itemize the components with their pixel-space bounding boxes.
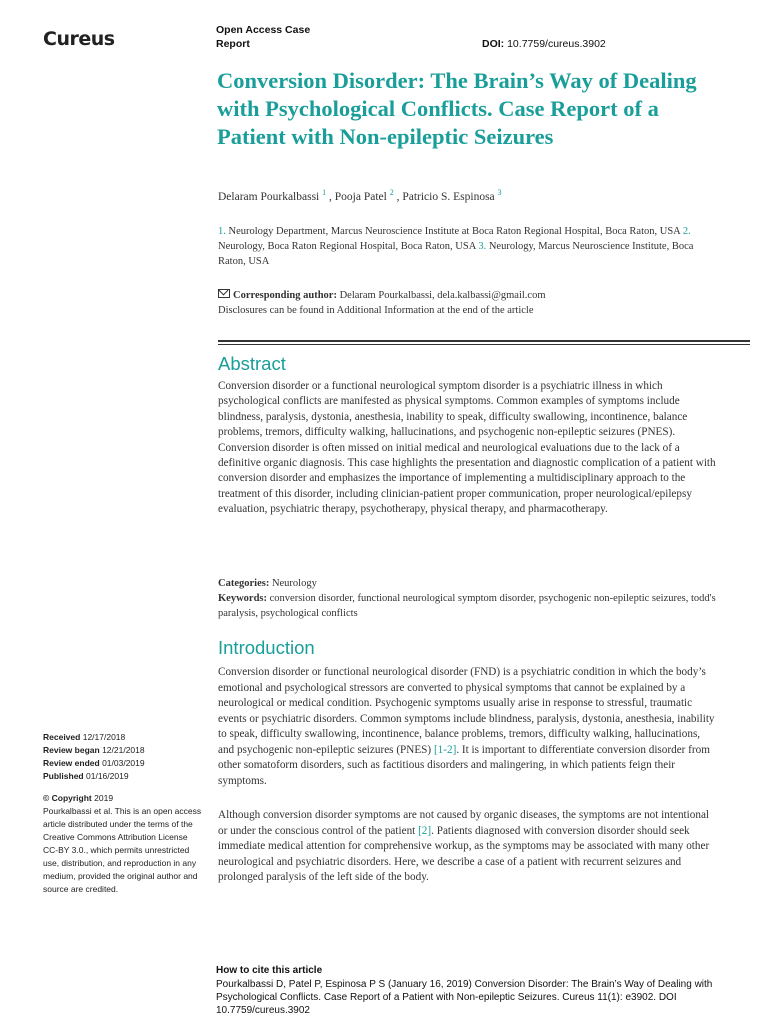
introduction-heading: Introduction: [218, 637, 315, 658]
categories-line: [218, 576, 718, 591]
paragraph-text: . Patients diagnosed with conversion disorder should seek immediate medical attention for comprehensive workup, as the symptoms may be associated with many other neurological and psychiatric disorders. Here, we describe a case of a patient with recurrent seizures and prolonged paralysis of the left side of the body.: [218, 824, 710, 883]
section-divider: [218, 340, 750, 342]
author-affiliation-sup[interactable]: 1: [322, 188, 327, 197]
affiliation-text: Neurology, Boca Raton Regional Hospital, Boca Raton, USA: [218, 241, 476, 252]
article-type-line2: Report: [216, 38, 250, 50]
author-name[interactable]: Pooja Patel: [334, 190, 387, 203]
publication-dates: [43, 731, 203, 783]
paragraph-text: Conversion disorder or functional neurological disorder (FND) is a psychiatric condition in which the body’s emotional and psychological stressors are converted to physical symptoms that cannot be explained by a neurological or medical condition. Psychogenic symptoms usually arise in response to stressful, traumatic events or psychiatric disorders. Common symptoms include blindness, paralysis, dystonia, anesthesia, inability to speak, difficulty swallowing, incontinence, balance problems, tremors, difficulty walking, hallucinations, and psychogenic non-epileptic seizures (PNES): [218, 666, 715, 756]
date-value: 01/16/2019: [86, 771, 129, 781]
cureus-logo[interactable]: Cureus: [43, 28, 115, 50]
categories-value[interactable]: Neurology: [271, 578, 317, 589]
keywords-label: Keywords:: [218, 593, 267, 604]
how-to-cite-text: Pourkalbassi D, Patel P, Espinosa P S (January 16, 2019) Conversion Disorder: The Brain’s Way of Dealing with Psychological Conflicts. Case Report of a Patient with Non-epileptic Seizures. Cureus 11(1): e3902. DOI 10.7759/cureus.3902: [216, 979, 713, 1016]
affiliation-number: 2.: [682, 226, 691, 237]
doi: [482, 38, 606, 50]
date-row: [43, 731, 203, 744]
abstract-text: Conversion disorder or a functional neurological symptom disorder is a psychiatric illness in which psychological conflicts are manifested as physical symptoms. Common examples of symptoms include blindness, paralysis, dystonia, anesthesia, inability to speak, difficulty swallowing, incontinence, balance problems, tremors, difficulty walking, hallucinations, and psychogenic non-epileptic seizures (PNES). Conversion disorder is often missed on initial medical and neurological evaluations due to the lack of a definitive organic diagnosis. This case highlights the presentation and diagnostic complication of a patient with conversion disorder and emphasizes the importance of implementing a multidisciplinary approach to the treatment of this disorder, including clinician-patient proper communication, proper neurological/epilepsy evaluation, psychiatric therapy, psychotherapy, physical therapy, and pharmacotherapy.: [218, 380, 716, 516]
date-value: 01/03/2019: [102, 758, 145, 768]
date-row: [43, 770, 203, 783]
date-label: Published: [43, 771, 84, 781]
envelope-icon: [218, 289, 230, 298]
how-to-cite-heading: How to cite this article: [216, 965, 323, 976]
citation-link[interactable]: [1-2]: [433, 743, 457, 756]
article-type-line1: Open Access Case: [216, 24, 311, 36]
author-name[interactable]: Patricio S. Espinosa: [402, 190, 495, 203]
copyright-block: [43, 792, 203, 896]
copyright-label: © Copyright: [43, 793, 92, 803]
date-label: Received: [43, 732, 81, 742]
keywords-value: conversion disorder, functional neurological symptom disorder, psychogenic non-epileptic seizures, todd's paralysis, psychological conflicts: [218, 593, 716, 619]
article-type: [216, 23, 346, 51]
author-name[interactable]: Delaram Pourkalbassi: [218, 190, 320, 203]
corresponding-author-value[interactable]: Delaram Pourkalbassi, dela.kalbassi@gmail.com: [339, 290, 546, 301]
date-row: [43, 757, 203, 770]
introduction-paragraph: [218, 808, 718, 886]
author-affiliation-sup[interactable]: 3: [497, 188, 502, 197]
keywords-line: [218, 591, 718, 621]
date-row: [43, 744, 203, 757]
affiliation-text: Neurology, Marcus Neuroscience Institute, Boca Raton, USA: [218, 241, 694, 267]
citation-link[interactable]: [2]: [418, 824, 432, 837]
doi-link[interactable]: 10.7759/cureus.3902: [507, 38, 606, 50]
affiliation-number: 3.: [478, 241, 487, 252]
paragraph-text: . It is important to differentiate conversion disorder from other somatoform disorders, such as factitious disorders and malingering, in which patients feign their symptoms.: [218, 743, 710, 787]
abstract-heading: Abstract: [218, 353, 286, 374]
article-title: Conversion Disorder: The Brain’s Way of Dealing with Psychological Conflicts. Case Report of a Patient with Non-epileptic Seizures: [217, 68, 697, 149]
categories-label: Categories:: [218, 578, 270, 589]
author-affiliation-sup[interactable]: 2: [389, 188, 394, 197]
paragraph-text: Although conversion disorder symptoms are not caused by organic diseases, the symptoms are not intentional or under the conscious control of the patient: [218, 809, 710, 837]
date-label: Review began: [43, 745, 100, 755]
author-list: Delaram Pourkalbassi $^1$ , Pooja Patel $^2$ , Patricio S. Espinosa $^3$: [218, 188, 502, 203]
section-divider: [218, 344, 750, 345]
copyright-year: 2019: [94, 793, 114, 803]
date-value: 12/17/2018: [82, 732, 126, 742]
copyright-text: Pourkalbassi et al. This is an open access article distributed under the terms of the Creative Commons Attribution License CC-BY 3.0., which permits unrestricted use, distribution, and reproduction in any medium, provided the original author and source are credited.: [43, 806, 202, 894]
introduction-paragraph: [218, 665, 718, 789]
copyright-line: [43, 792, 203, 805]
corresponding-author-block: [218, 288, 738, 318]
doi-label: DOI:: [482, 38, 505, 50]
affiliation-text: Neurology Department, Marcus Neuroscience Institute at Boca Raton Regional Hospital, Boca Raton, USA: [228, 226, 681, 237]
categories-keywords: [218, 576, 718, 621]
date-value: 12/21/2018: [102, 745, 145, 755]
affiliations: [218, 224, 718, 269]
affiliation-number: 1.: [218, 226, 226, 237]
disclosures-note: Disclosures can be found in Additional Information at the end of the article: [218, 305, 534, 316]
date-label: Review ended: [43, 758, 100, 768]
corresponding-author-label: Corresponding author:: [233, 290, 337, 301]
corresponding-author: [218, 288, 738, 303]
